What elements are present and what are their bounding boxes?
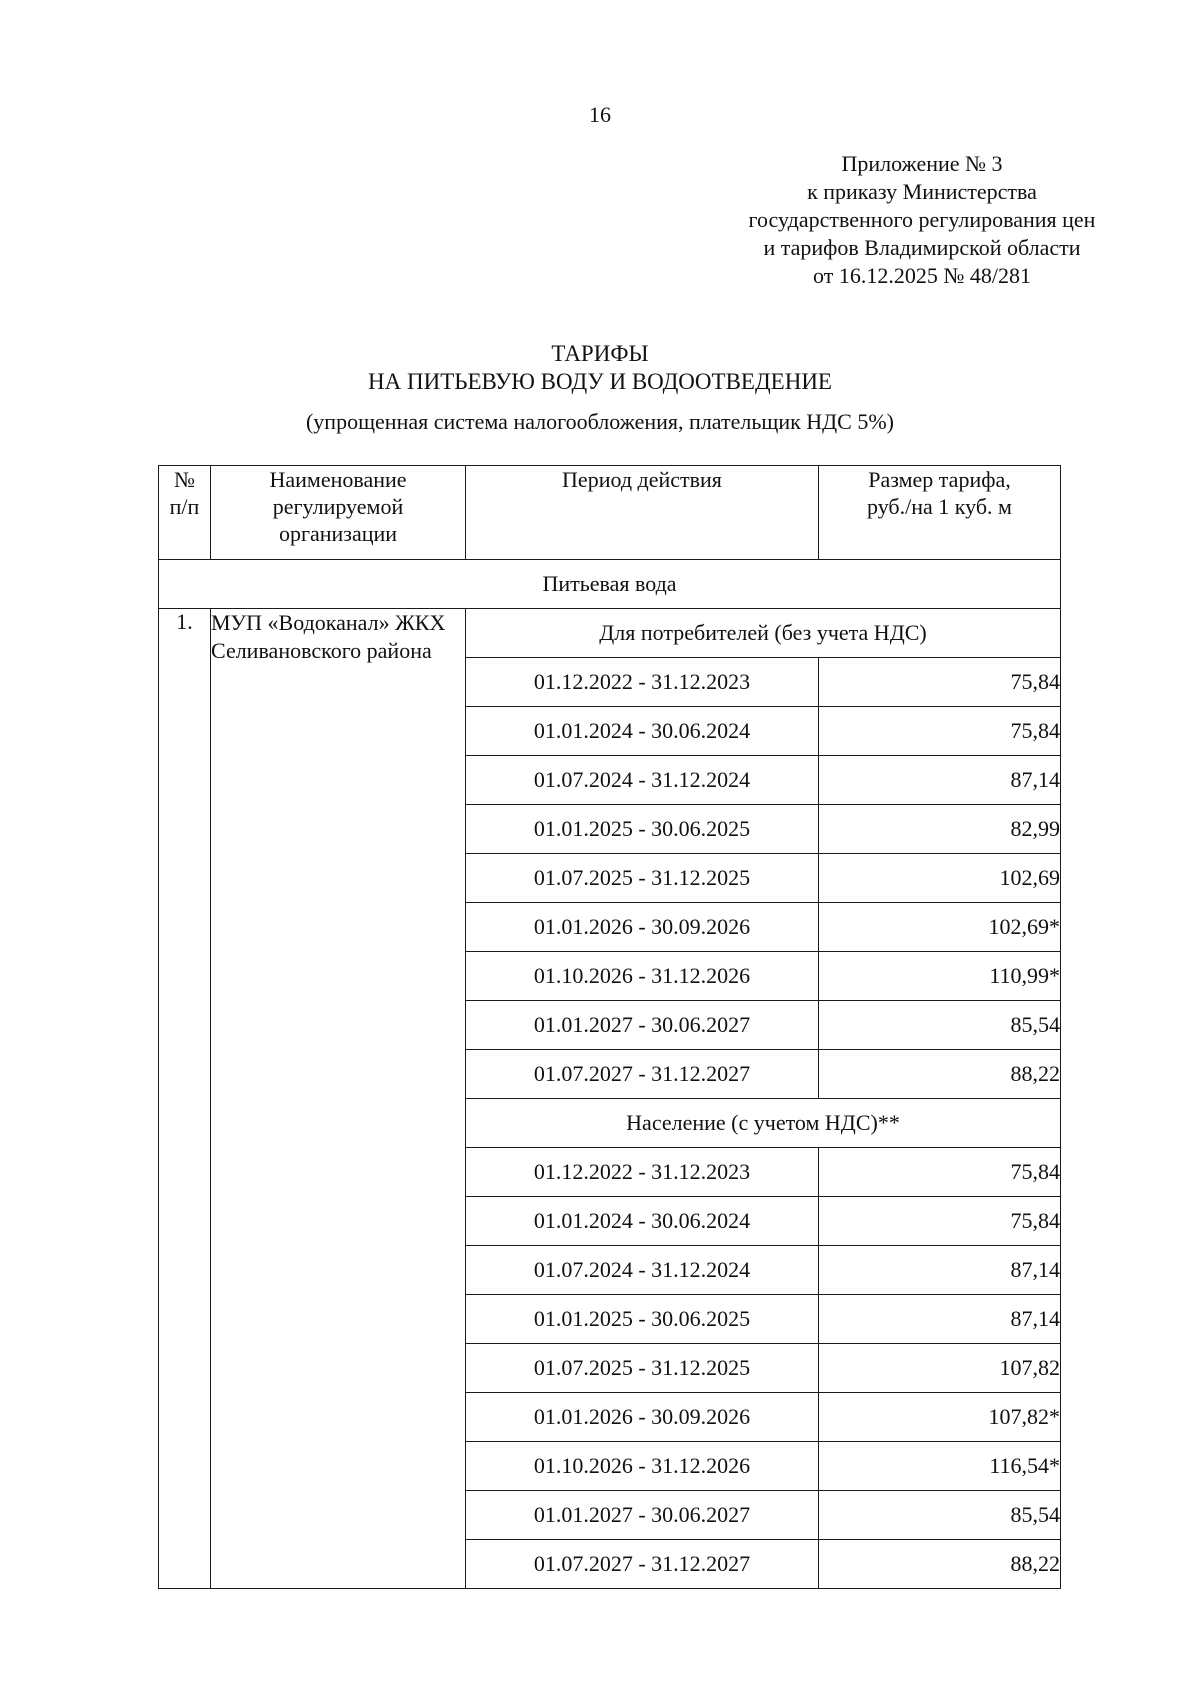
entry-number: 1. [159, 609, 211, 1589]
title-line: ТАРИФЫ [551, 341, 649, 366]
header-tariff-line: Размер тарифа, [868, 467, 1011, 492]
period-cell: 01.07.2025 - 31.12.2025 [466, 1344, 819, 1393]
document-subtitle: (упрощенная система налогообложения, плательщик НДС 5%) [305, 409, 895, 434]
period-cell: 01.07.2024 - 31.12.2024 [466, 756, 819, 805]
appendix-line: Приложение № 3 [841, 151, 1003, 176]
tariff-value-cell: 87,14 [819, 756, 1061, 805]
header-org-line: Наименование [269, 467, 407, 492]
period-cell: 01.07.2025 - 31.12.2025 [466, 854, 819, 903]
group-title: Для потребителей (без учета НДС) [466, 609, 1061, 658]
period-cell: 01.07.2024 - 31.12.2024 [466, 1246, 819, 1295]
period-cell: 01.01.2027 - 30.06.2027 [466, 1001, 819, 1050]
tariff-value-cell: 85,54 [819, 1491, 1061, 1540]
tariff-value-cell: 102,69 [819, 854, 1061, 903]
tariff-value-cell: 107,82* [819, 1393, 1061, 1442]
appendix-line: к приказу Министерства [807, 179, 1037, 204]
tariff-value-cell: 102,69* [819, 903, 1061, 952]
header-org [211, 466, 466, 560]
appendix-line: от 16.12.2025 № 48/281 [813, 263, 1031, 288]
period-cell: 01.01.2027 - 30.06.2027 [466, 1491, 819, 1540]
header-org-line: организации [278, 521, 398, 546]
title-line: НА ПИТЬЕВУЮ ВОДУ И ВОДООТВЕДЕНИЕ [368, 369, 832, 394]
period-cell: 01.07.2027 - 31.12.2027 [466, 1540, 819, 1589]
header-org-line: регулируемой [272, 494, 404, 519]
period-cell: 01.01.2025 - 30.06.2025 [466, 805, 819, 854]
header-period: Период действия [466, 466, 819, 560]
tariff-value-cell: 82,99 [819, 805, 1061, 854]
group-header-row [159, 609, 1061, 658]
header-tariff [819, 466, 1061, 560]
organization-name-line: МУП «Водоканал» ЖКХ [211, 610, 446, 635]
period-cell: 01.01.2024 - 30.06.2024 [466, 1197, 819, 1246]
period-cell: 01.12.2022 - 31.12.2023 [466, 1148, 819, 1197]
period-cell: 01.01.2024 - 30.06.2024 [466, 707, 819, 756]
tariff-value-cell: 75,84 [819, 658, 1061, 707]
tariffs-table [158, 465, 1061, 1589]
tariff-value-cell: 75,84 [819, 1148, 1061, 1197]
tariff-value-cell: 75,84 [819, 1197, 1061, 1246]
page-number: 16 [589, 102, 611, 127]
period-cell: 01.01.2026 - 30.09.2026 [466, 1393, 819, 1442]
tariff-value-cell: 87,14 [819, 1246, 1061, 1295]
tariff-value-cell: 75,84 [819, 707, 1061, 756]
header-num-line: п/п [169, 494, 200, 519]
header-num-line: № [174, 467, 195, 492]
appendix-line: и тарифов Владимирской области [763, 235, 1081, 260]
header-tariff-line: руб./на 1 куб. м [867, 494, 1012, 519]
section-title: Питьевая вода [159, 560, 1061, 609]
tariff-value-cell: 107,82 [819, 1344, 1061, 1393]
period-cell: 01.12.2022 - 31.12.2023 [466, 658, 819, 707]
tariff-value-cell: 87,14 [819, 1295, 1061, 1344]
period-cell: 01.01.2026 - 30.09.2026 [466, 903, 819, 952]
group-title: Население (с учетом НДС)** [466, 1099, 1061, 1148]
tariff-value-cell: 88,22 [819, 1540, 1061, 1589]
section-row [159, 560, 1061, 609]
organization-name-line: Селивановского района [211, 638, 432, 663]
tariff-value-cell: 88,22 [819, 1050, 1061, 1099]
period-cell: 01.07.2027 - 31.12.2027 [466, 1050, 819, 1099]
header-num [159, 466, 211, 560]
period-cell: 01.10.2026 - 31.12.2026 [466, 1442, 819, 1491]
table-header-row [159, 466, 1061, 560]
tariff-value-cell: 85,54 [819, 1001, 1061, 1050]
organization-name [211, 609, 466, 1589]
tariff-value-cell: 116,54* [819, 1442, 1061, 1491]
period-cell: 01.10.2026 - 31.12.2026 [466, 952, 819, 1001]
appendix-note [722, 150, 1122, 290]
appendix-line: государственного регулирования цен [748, 207, 1096, 232]
period-cell: 01.01.2025 - 30.06.2025 [466, 1295, 819, 1344]
tariff-value-cell: 110,99* [819, 952, 1061, 1001]
document-title [0, 340, 1200, 396]
